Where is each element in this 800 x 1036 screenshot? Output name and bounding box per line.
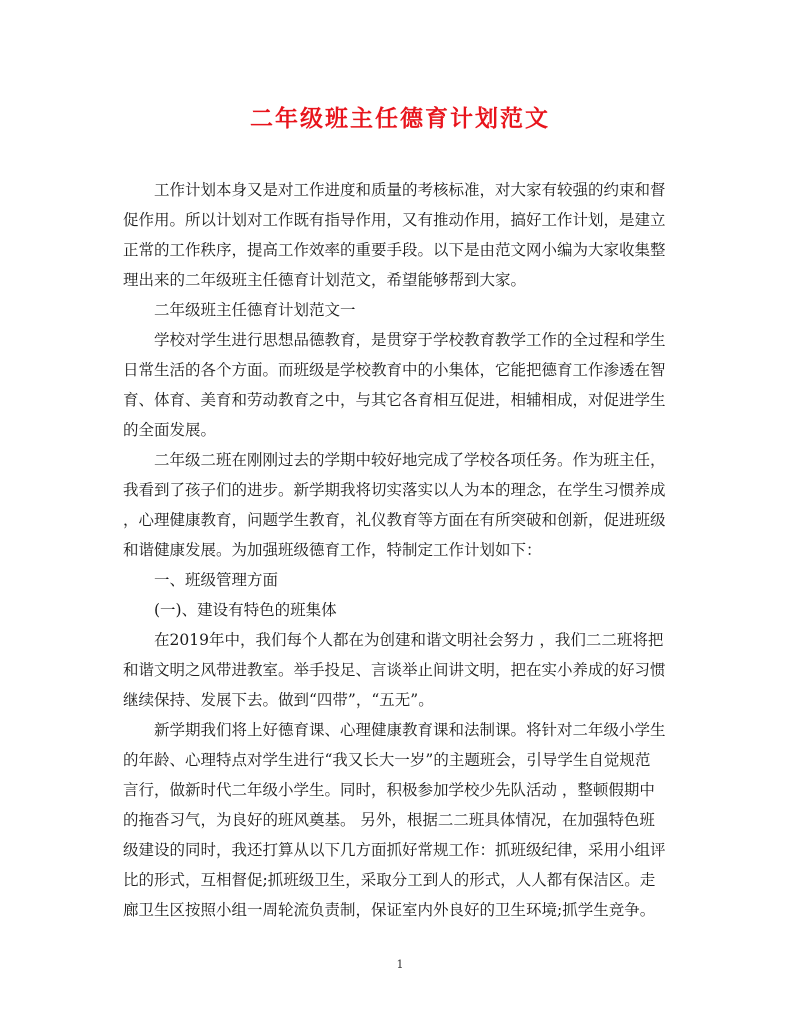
text-line: 二年级班主任德育计划范文一 bbox=[154, 301, 356, 319]
text-line: 和谐文明之风带进教室。举手投足、言谈举止间讲文明，把在实小养成的好习惯 bbox=[123, 661, 666, 679]
text-line: 日常生活的各个方面。而班级是学校教育中的小集体，它能把德育工作渗透在智 bbox=[123, 361, 666, 379]
text-line: 工作计划本身又是对工作进度和质量的考核标准，对大家有较强的约束和督 bbox=[154, 181, 666, 199]
text-line: 二年级二班在刚刚过去的学期中较好地完成了学校各项任务。作为班主任， bbox=[154, 451, 666, 469]
text-line: 理出来的二年级班主任德育计划范文，希望能够帮到大家。 bbox=[123, 271, 527, 289]
text-line: 我看到了孩子们的进步。新学期我将切实落实以人为本的理念，在学生习惯养成 bbox=[123, 481, 666, 499]
text-line: 促作用。所以计划对工作既有指导作用，又有推动作用，搞好工作计划，是建立 bbox=[123, 211, 666, 229]
document-title: 二年级班主任德育计划范文 bbox=[250, 106, 550, 132]
text-line: 学校对学生进行思想品德教育，是贯穿于学校教育教学工作的全过程和学生 bbox=[154, 331, 666, 349]
text-line: 言行，做新时代二年级小学生。同时，积极参加学校少先队活动 ，整顿假期中 bbox=[123, 781, 655, 799]
text-line: 一、班级管理方面 bbox=[154, 571, 279, 589]
text-line: 级建设的同时，我还打算从以下几方面抓好常规工作：抓班级纪律，采用小组评 bbox=[123, 841, 666, 859]
text-line: 育、体育、美育和劳动教育之中，与其它各育相互促进，相辅相成，对促进学生 bbox=[123, 391, 666, 409]
text-line: 正常的工作秩序，提高工作效率的重要手段。以下是由范文网小编为大家收集整 bbox=[123, 241, 666, 259]
page-number: 1 bbox=[396, 958, 404, 971]
text-line: 的年龄、心理特点对学生进行“我又长大一岁”的主题班会，引导学生自觉规范 bbox=[123, 751, 651, 769]
text-line: 继续保持、发展下去。做到“四带”，“五无”。 bbox=[123, 691, 434, 709]
text-line: 的全面发展。 bbox=[123, 421, 217, 439]
text-line: ，心理健康教育，问题学生教育，礼仪教育等方面在有所突破和创新，促进班级 bbox=[123, 511, 666, 529]
text-line: 廊卫生区按照小组一周轮流负责制，保证室内外良好的卫生环境;抓学生竞争。 bbox=[123, 901, 656, 919]
text-line: 比的形式，互相督促;抓班级卫生，采取分工到人的形式，人人都有保洁区。走 bbox=[123, 871, 656, 889]
text-line: 新学期我们将上好德育课、心理健康教育课和法制课。将针对二年级小学生 bbox=[154, 721, 666, 739]
text-line: 的拖沓习气，为良好的班风奠基。 另外，根据二二班具体情况，在加强特色班 bbox=[123, 811, 655, 829]
document-body bbox=[123, 175, 676, 925]
text-line: 在2019年中，我们每个人都在为创建和谐文明社会努力 ，我们二二班将把 bbox=[154, 631, 664, 649]
text-line: 和谐健康发展。为加强班级德育工作，特制定工作计划如下： bbox=[123, 541, 542, 559]
text-line: (一)、建设有特色的班集体 bbox=[154, 601, 337, 619]
